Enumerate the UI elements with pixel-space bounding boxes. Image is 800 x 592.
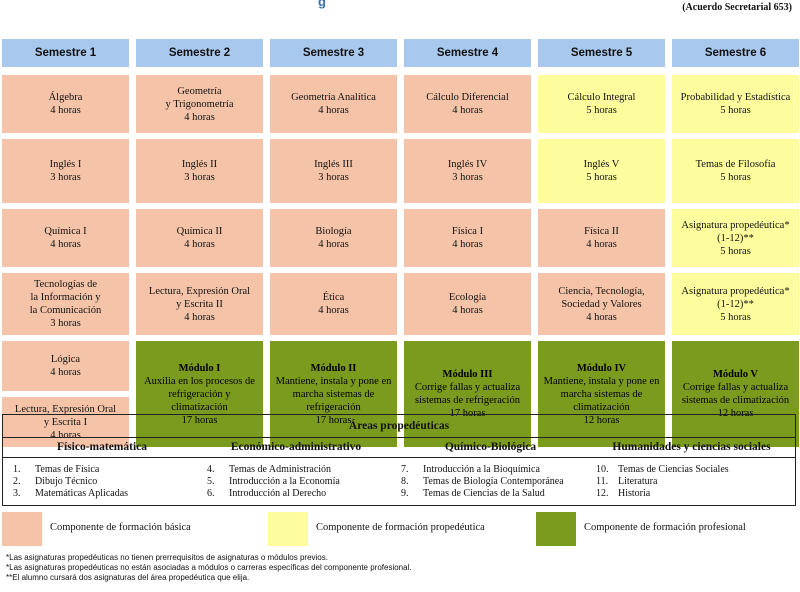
- subject-line: (1-12)**: [717, 232, 754, 244]
- area-group-list: [401, 464, 564, 500]
- area-list-item: [13, 464, 128, 476]
- subject-line: 3 horas: [50, 172, 81, 183]
- subject-line: y Trigonometría: [165, 98, 234, 110]
- area-list-item: [207, 464, 340, 476]
- area-item-label: Temas de Biología Contemporánea: [423, 476, 564, 487]
- areas-divider: [3, 457, 795, 458]
- area-list-item: [13, 476, 128, 488]
- subject-line: Química I: [44, 226, 87, 237]
- legend-label-profesional: Componente de formación profesional: [584, 522, 746, 533]
- semester-header: Semestre 2: [136, 39, 263, 67]
- module-line: marcha sistemas de: [560, 388, 643, 400]
- subject-line: 4 horas: [586, 239, 617, 250]
- subject-line: Cálculo Integral: [567, 92, 636, 103]
- subject-line: 4 horas: [318, 105, 349, 116]
- legend-swatch-basica: [2, 512, 42, 546]
- area-item-number: 4.: [207, 464, 215, 475]
- subject-cell: [136, 139, 263, 203]
- subject-line: 5 horas: [586, 172, 617, 183]
- subject-line: 3 horas: [318, 172, 349, 183]
- module-title: Módulo I: [178, 362, 221, 374]
- subject-cell: [538, 75, 665, 133]
- footnotes: [6, 553, 412, 583]
- area-item-number: 6.: [207, 488, 215, 499]
- subject-cell: [404, 273, 531, 335]
- subject-line: Lógica: [50, 354, 81, 365]
- module-line: Mantiene, instala y pone en: [543, 375, 660, 387]
- subject-line: Inglés IV: [447, 159, 488, 170]
- subject-line: 5 horas: [720, 311, 751, 323]
- subject-line: 4 horas: [452, 305, 483, 316]
- subject-line: Geometría: [177, 85, 222, 97]
- semester-header: Semestre 3: [270, 39, 397, 67]
- subject-line: 4 horas: [452, 239, 483, 250]
- area-list-item: [401, 464, 564, 476]
- subject-line: 4 horas: [184, 239, 215, 250]
- semester-header: Semestre 6: [672, 39, 799, 67]
- subject-line: Probabilidad y Estadística: [680, 92, 791, 103]
- subject-line: Física I: [451, 226, 484, 237]
- subject-cell: [538, 139, 665, 203]
- subject-line: Inglés II: [181, 159, 218, 170]
- subject-cell: [404, 139, 531, 203]
- module-title: Módulo III: [442, 369, 493, 380]
- module-line: climatización: [573, 401, 630, 413]
- subject-cell: [270, 273, 397, 335]
- subject-line: Geometría Analítica: [291, 92, 376, 103]
- area-item-label: Literatura: [618, 476, 658, 487]
- subject-line: 4 horas: [50, 367, 81, 378]
- subject-line: 4 horas: [184, 111, 215, 123]
- subject-line: Ciencia, Tecnología,: [558, 285, 645, 297]
- subject-line: 3 horas: [50, 318, 81, 329]
- subject-cell: [2, 273, 129, 335]
- subject-line: 4 horas: [318, 239, 349, 250]
- subject-line: 5 horas: [720, 105, 751, 116]
- subject-line: 5 horas: [586, 105, 617, 116]
- subject-line: 4 horas: [586, 311, 617, 323]
- module-line: 12 horas: [717, 408, 754, 419]
- module-line: Corrige fallas y actualiza: [414, 382, 521, 393]
- subject-line: Física II: [584, 226, 619, 237]
- module-line: Auxilia en los procesos de: [144, 375, 255, 387]
- subject-cell: [2, 209, 129, 267]
- area-item-label: Temas de Física: [35, 464, 100, 475]
- area-group-header: Económico-administrativo: [230, 441, 362, 453]
- subject-line: Ética: [322, 292, 345, 303]
- area-list-item: [401, 476, 564, 488]
- subject-line: 4 horas: [318, 305, 349, 316]
- area-item-number: 11.: [596, 476, 609, 487]
- module-line: Corrige fallas y actualiza: [682, 382, 789, 393]
- acuerdo-label: (Acuerdo Secretarial 653): [682, 2, 792, 13]
- subject-line: 4 horas: [50, 239, 81, 250]
- subject-line: 5 horas: [720, 172, 751, 183]
- top-strip: [0, 0, 800, 14]
- subject-cell: [136, 273, 263, 335]
- legend-swatch-propedeutica: [268, 512, 308, 546]
- subject-cell: [672, 139, 799, 203]
- subject-line: Ecología: [448, 292, 487, 303]
- subject-cell: [672, 209, 799, 267]
- area-item-number: 12.: [596, 488, 609, 499]
- area-item-label: Historia: [618, 488, 651, 499]
- module-line: sistemas de climatización: [681, 395, 790, 406]
- area-group-header: Físico-matemática: [56, 441, 148, 453]
- subject-line: Inglés V: [583, 159, 620, 170]
- subject-line: 4 horas: [50, 429, 81, 441]
- module-line: 17 horas: [449, 408, 486, 419]
- area-item-label: Temas de Administración: [229, 464, 332, 475]
- subject-cell: [404, 209, 531, 267]
- area-item-label: Temas de Ciencias Sociales: [618, 464, 729, 475]
- subject-line: 5 horas: [720, 245, 751, 257]
- module-line: marcha sistemas de: [292, 388, 375, 400]
- legend-swatch-profesional: [536, 512, 576, 546]
- area-item-number: 9.: [401, 488, 409, 499]
- subject-line: Sociedad y Valores: [561, 298, 642, 310]
- area-item-label: Introducción a la Bioquímica: [423, 464, 540, 475]
- subject-cell: [2, 139, 129, 203]
- subject-line: y Escrita I: [43, 416, 88, 428]
- legend-label-propedeutica: Componente de formación propedéutica: [316, 522, 485, 533]
- module-line: Mantiene, instala y pone en: [275, 375, 392, 387]
- subject-cell: [672, 273, 799, 335]
- subject-line: Lectura, Expresión Oral: [14, 403, 117, 415]
- module-title: Módulo V: [712, 369, 759, 380]
- area-item-label: Introducción a la Economía: [229, 476, 340, 487]
- semester-header: Semestre 4: [404, 39, 531, 67]
- module-line: 17 horas: [181, 414, 218, 426]
- subject-line: la Información y: [30, 292, 101, 303]
- subject-cell: [2, 341, 129, 391]
- title-fragment: g: [318, 0, 326, 9]
- module-title: Módulo IV: [576, 362, 627, 374]
- subject-cell: [136, 75, 263, 133]
- area-group-header: Humanidades y ciencias sociales: [612, 441, 771, 453]
- area-item-label: Temas de Ciencias de la Salud: [423, 488, 545, 499]
- subject-line: Lectura, Expresión Oral: [148, 285, 251, 297]
- subject-cell: [136, 209, 263, 267]
- subject-line: 4 horas: [184, 311, 215, 323]
- subject-line: Biología: [315, 226, 352, 237]
- area-group-header: Químico-Biológica: [444, 441, 537, 453]
- subject-cell: [538, 273, 665, 335]
- subject-line: Temas de Filosofía: [695, 159, 776, 170]
- area-item-label: Matemáticas Aplicadas: [35, 488, 129, 499]
- module-line: 17 horas: [315, 414, 352, 426]
- subject-cell: [270, 139, 397, 203]
- subject-cell: [270, 75, 397, 133]
- footnote-1: *Las asignaturas propedéuticas no tienen prerrequisitos de asignaturas o módulos previos.: [6, 553, 328, 562]
- subject-line: Asignatura propedéutica*: [681, 219, 790, 231]
- module-line: sistemas de refrigeración: [415, 395, 520, 406]
- area-item-number: 5.: [207, 476, 215, 487]
- subject-line: 4 horas: [50, 105, 81, 116]
- module-title: Módulo II: [310, 362, 357, 374]
- subject-cell: [538, 209, 665, 267]
- module-line: refrigeración: [306, 401, 361, 413]
- subject-line: Cálculo Diferencial: [426, 92, 509, 103]
- area-item-number: 3.: [13, 488, 21, 499]
- area-list-item: [596, 464, 729, 476]
- footnote-3: **El alumno cursará dos asignaturas del área propedéutica que elija.: [6, 573, 250, 582]
- footnote-2: *Las asignaturas propedéuticas no están asociadas a módulos o carreras específicas del componente profesional.: [6, 563, 412, 572]
- subject-line: 3 horas: [184, 172, 215, 183]
- area-list-item: [596, 488, 729, 500]
- subject-line: Tecnologías de: [33, 279, 98, 290]
- area-item-label: Dibujo Técnico: [35, 476, 98, 487]
- subject-line: la Comunicación: [29, 305, 102, 316]
- area-item-number: 7.: [401, 464, 409, 475]
- area-group-list: [596, 464, 729, 500]
- subject-line: 3 horas: [452, 172, 483, 183]
- area-group-list: [207, 464, 340, 500]
- area-list-item: [13, 488, 128, 500]
- subject-cell: [270, 209, 397, 267]
- area-item-number: 1.: [13, 464, 21, 475]
- area-list-item: [596, 476, 729, 488]
- area-item-number: 8.: [401, 476, 409, 487]
- subject-cell: [2, 75, 129, 133]
- areas-propedeuticas-table: [2, 414, 796, 506]
- area-list-item: [401, 488, 564, 500]
- areas-title: Áreas propedéuticas: [3, 415, 795, 438]
- area-item-number: 10.: [596, 464, 609, 475]
- subject-line: Inglés III: [314, 159, 353, 170]
- area-list-item: [207, 476, 340, 488]
- subject-cell: [672, 75, 799, 133]
- module-line: refrigeración y climatización: [168, 388, 231, 413]
- subject-line: 4 horas: [452, 105, 483, 116]
- subject-line: y Escrita II: [176, 298, 223, 310]
- semester-header: Semestre 1: [2, 39, 129, 67]
- area-group-list: [13, 464, 128, 500]
- area-item-label: Introducción al Derecho: [229, 488, 327, 499]
- subject-line: Asignatura propedéutica*: [681, 285, 790, 297]
- subject-line: Inglés I: [49, 159, 82, 170]
- area-item-number: 2.: [13, 476, 21, 487]
- semester-header: Semestre 5: [538, 39, 665, 67]
- subject-line: Química II: [176, 226, 223, 237]
- subject-line: Álgebra: [48, 92, 83, 103]
- area-list-item: [207, 488, 340, 500]
- legend-label-basica: Componente de formación básica: [50, 522, 191, 533]
- subject-cell: [404, 75, 531, 133]
- subject-line: (1-12)**: [717, 298, 754, 310]
- module-line: 12 horas: [583, 414, 620, 426]
